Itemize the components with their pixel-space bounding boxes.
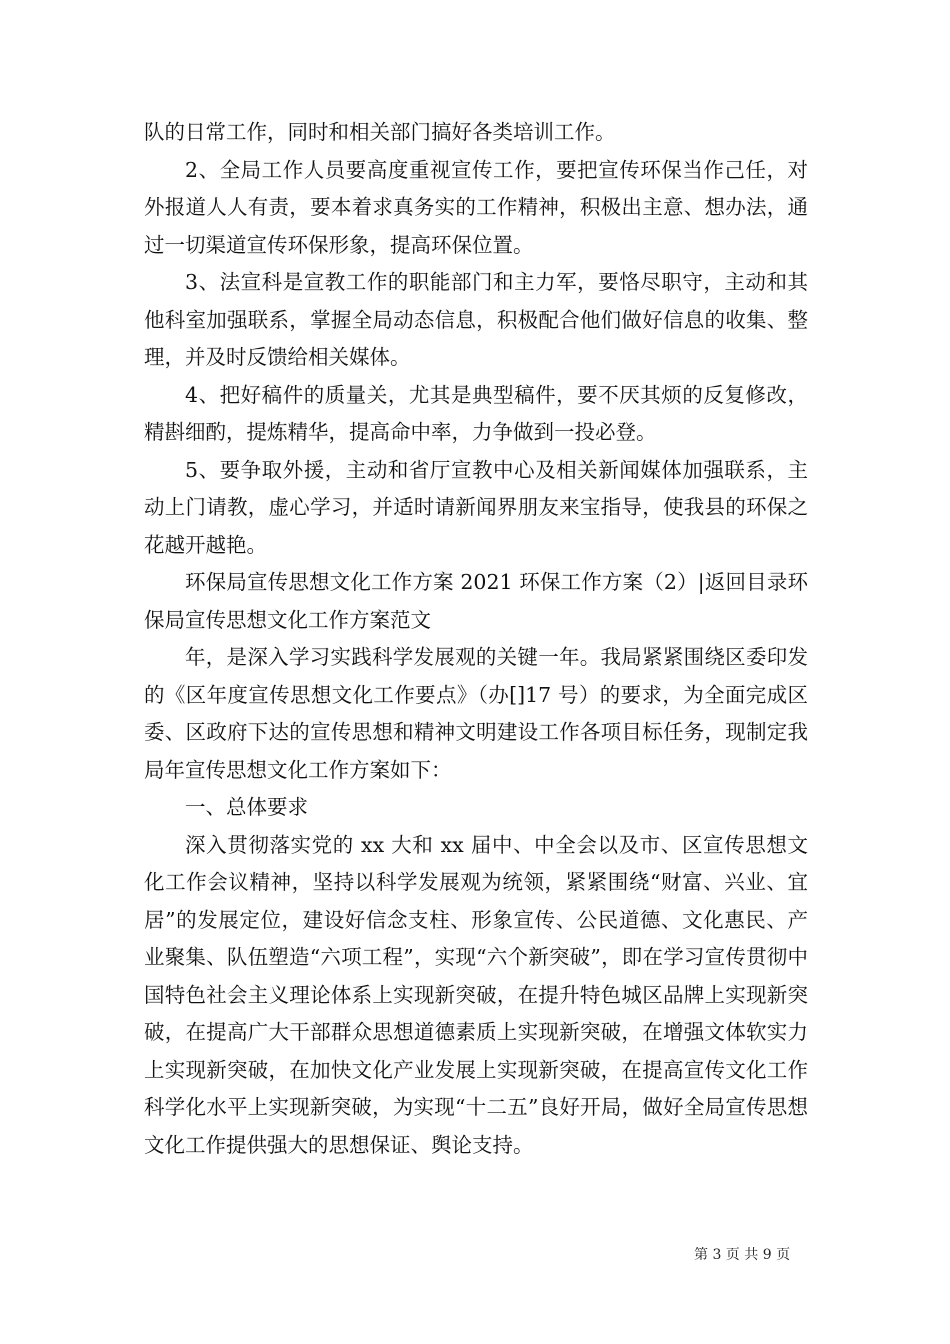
section-heading-line: 环保局宣传思想文化工作方案 2021 环保工作方案（2）|返回目录环保局宣传思想文化工作方案范文 <box>144 570 808 632</box>
page-number-footer: 第 3 页 共 9 页 <box>694 1247 791 1263</box>
paragraph-5: 5、要争取外援，主动和省厅宣教中心及相关新闻媒体加强联系，主动上门请教，虚心学习，并适时请新闻界朋友来宝指导，使我县的环保之花越开越艳。 <box>144 457 808 557</box>
paragraph-9: 深入贯彻落实党的 xx 大和 xx 届中、中全会以及市、区宣传思想文化工作会议精神，坚持以科学发展观为统领，紧紧围绕“财富、兴业、宜居”的发展定位，建设好信念支柱、形象宣传、公民道德、文化惠民、产业聚集、队伍塑造“六项工程”，实现“六个新突破”，即在学习宣传贯彻中国特色社会主义理论体系上实现新突破，在提升特色城区品牌上实现新突破，在提高广大干部群众思想道德素质上实现新突破，在增强文体软实力上实现新突破，在加快文化产业发展上实现新突破，在提高宣传文化工作科学化水平上实现新突破，为实现“十二五”良好开局，做好全局宣传思想文化工作提供强大的思想保证、舆论支持。 <box>144 832 808 1157</box>
paragraph-7: 年，是深入学习实践科学发展观的关键一年。我局紧紧围绕区委印发的《区年度宣传思想文化工作要点》（办[]17 号）的要求，为全面完成区委、区政府下达的宣传思想和精神文明建设工作各项目标任务，现制定我局年宣传思想文化工作方案如下： <box>144 645 808 782</box>
paragraph-1: 队的日常工作，同时和相关部门搞好各类培训工作。 <box>144 120 616 144</box>
paragraph-2: 2、全局工作人员要高度重视宣传工作，要把宣传环保当作己任，对外报道人人有责，要本着求真务实的工作精神，积极出主意、想办法，通过一切渠道宣传环保形象，提高环保位置。 <box>144 157 808 257</box>
paragraph-3: 3、法宣科是宣教工作的职能部门和主力军，要恪尽职守，主动和其他科室加强联系，掌握全局动态信息，积极配合他们做好信息的收集、整理，并及时反馈给相关媒体。 <box>144 270 808 369</box>
paragraph-4: 4、把好稿件的质量关，尤其是典型稿件，要不厌其烦的反复修改，精斟细酌，提炼精华，提高命中率，力争做到一投必登。 <box>144 382 808 444</box>
subsection-heading: 一、总体要求 <box>185 795 308 819</box>
document-body <box>144 114 808 1164</box>
